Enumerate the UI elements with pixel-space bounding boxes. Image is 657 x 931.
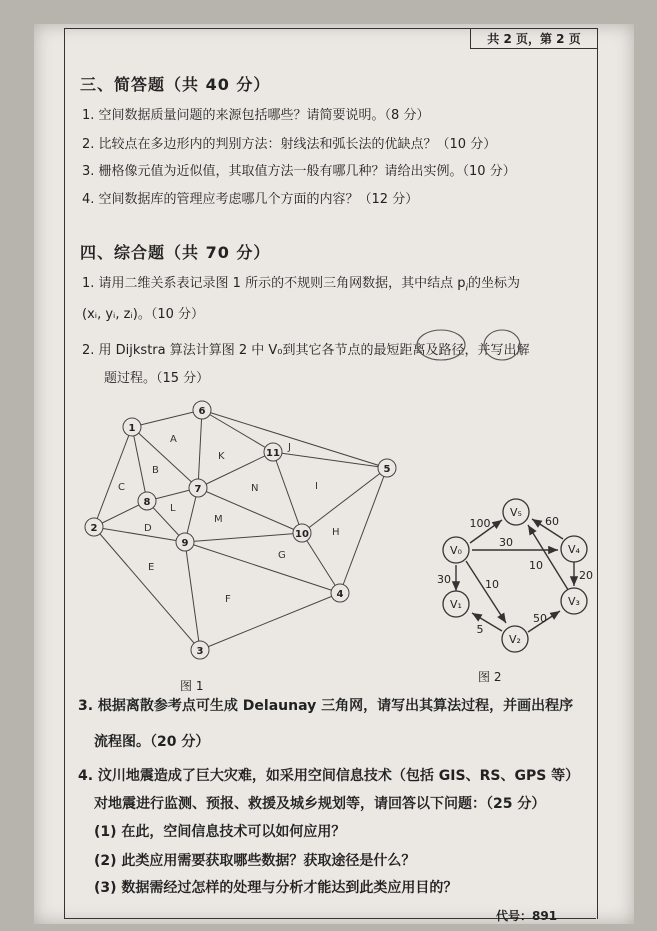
graph-node: V₄ — [568, 543, 580, 556]
s4-question-3-line1: 3. 根据离散参考点可生成 Delaunay 三角网，请写出其算法过程，并画出程序 — [78, 698, 574, 714]
graph-node: V₅ — [510, 506, 522, 519]
region-label: B — [152, 465, 159, 476]
s3-question-3: 3. 栅格像元值为近似值，其取值方法一般有哪几种？请给出实例。（10 分） — [82, 164, 516, 179]
region-label: F — [225, 594, 231, 605]
tin-node: 11 — [266, 448, 280, 459]
tin-node: 6 — [198, 406, 206, 417]
region-label: A — [170, 434, 177, 445]
region-label: I — [315, 481, 318, 492]
tin-node: 10 — [295, 529, 309, 540]
edge-weight: 20 — [579, 569, 593, 582]
graph-node: V₃ — [568, 595, 580, 608]
edge-weight: 50 — [533, 612, 547, 625]
s4-question-1-line2: (xᵢ, yᵢ, zᵢ)。（10 分） — [82, 307, 205, 322]
s3-question-1: 1. 空间数据质量问题的来源包括哪些？请简要说明。（8 分） — [82, 108, 430, 123]
section3-title: 三、简答题（共 40 分） — [80, 75, 271, 94]
tin-node: 9 — [181, 538, 189, 549]
figure1-tin — [80, 395, 420, 675]
edge-weight: 10 — [485, 578, 499, 591]
page-info: 共 2 页，第 2 页 — [470, 28, 597, 49]
s4-question-2-line1: 2. 用 Dijkstra 算法计算图 2 中 V₀到其它各节点的最短距离及路径，并写出解 — [82, 343, 530, 358]
region-label: E — [148, 562, 155, 573]
figure1-caption: 图 1 — [180, 679, 204, 693]
edge-weight: 5 — [476, 623, 484, 636]
exam-code: 代号：891 — [496, 909, 558, 923]
figure2-graph — [430, 495, 600, 665]
edge-weight: 60 — [545, 515, 559, 528]
tin-node: 2 — [90, 523, 98, 534]
edge-weight: 30 — [437, 573, 451, 586]
s4-question-3-line2: 流程图。（20 分） — [94, 734, 210, 750]
s3-question-2: 2. 比较点在多边形内的判别方法：射线法和弧长法的优缺点？（10 分） — [82, 137, 497, 152]
edge-weight: 10 — [529, 559, 543, 572]
section4-title: 四、综合题（共 70 分） — [80, 243, 271, 262]
region-label: C — [118, 482, 125, 493]
tin-node: 4 — [336, 589, 344, 600]
region-label: J — [288, 442, 291, 453]
tin-node: 7 — [194, 484, 202, 495]
tin-node: 8 — [143, 497, 151, 508]
s4-question-4-sub1: (1) 在此，空间信息技术可以如何应用？ — [94, 824, 346, 840]
region-label: K — [218, 451, 225, 462]
figure2-caption: 图 2 — [478, 670, 502, 684]
graph-node: V₁ — [450, 598, 462, 611]
tin-node: 3 — [196, 646, 204, 657]
region-label: H — [332, 527, 340, 538]
s4-question-2-line2: 题过程。（15 分） — [104, 371, 210, 386]
s3-question-4: 4. 空间数据库的管理应考虑哪几个方面的内容？（12 分） — [82, 192, 419, 207]
s4-question-4-line1: 4. 汶川地震造成了巨大灾难，如采用空间信息技术（包括 GIS、RS、GPS 等） — [78, 768, 580, 784]
region-label: G — [278, 550, 286, 561]
s4-question-4-line2: 对地震进行监测、预报、救援及城乡规划等，请回答以下问题：（25 分） — [94, 796, 546, 812]
region-label: M — [214, 514, 223, 525]
s4-question-1-line1: 1. 请用二维关系表记录图 1 所示的不规则三角网数据，其中结点 $p_i$的坐标为 — [82, 276, 520, 294]
region-label: L — [170, 503, 176, 514]
tin-node: 5 — [383, 464, 391, 475]
edge-weight: 100 — [469, 517, 491, 530]
region-label: N — [251, 483, 259, 494]
tin-node: 1 — [128, 423, 136, 434]
s4-question-4-sub2: (2) 此类应用需要获取哪些数据？获取途径是什么？ — [94, 853, 416, 869]
region-label: D — [144, 523, 152, 534]
edge-weight: 30 — [499, 536, 513, 549]
s4-question-4-sub3: (3) 数据需经过怎样的处理与分析才能达到此类应用目的？ — [94, 880, 458, 896]
graph-node: V₂ — [509, 633, 521, 646]
graph-node: V₀ — [450, 544, 462, 557]
